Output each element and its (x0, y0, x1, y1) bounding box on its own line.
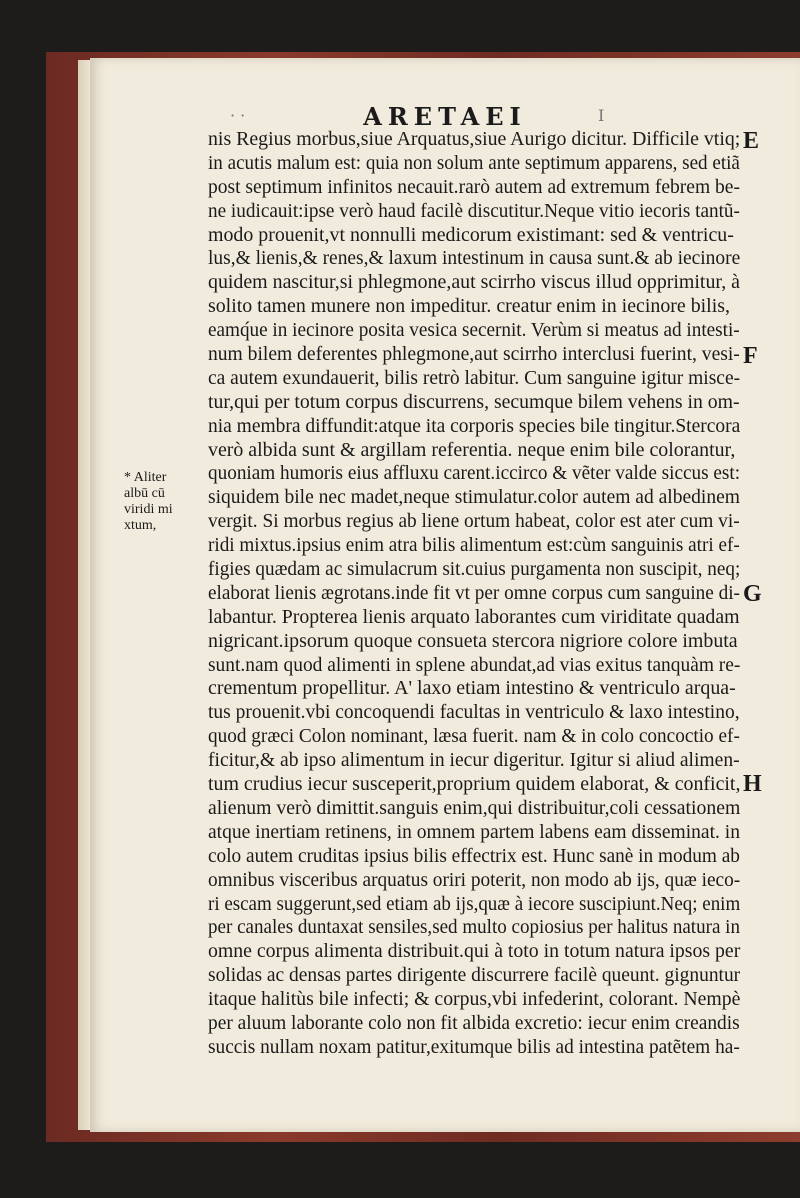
signature-mark-g: G (743, 581, 762, 607)
signature-mark-h: H (743, 771, 762, 797)
text-line: siquidem bile nec madet,neque stimulatur.color autem ad albedinem (208, 486, 740, 509)
text-line: nis Regius morbus,siue Arquatus,siue Aurigo dicitur. Difficile vtiq; (208, 128, 741, 150)
running-header: ARETAEI (363, 102, 527, 131)
text-line: labantur. Propterea lienis arquato laborantes cum viriditate quadam (208, 605, 740, 628)
header-ornament-left: · · (230, 106, 246, 125)
text-line: tum crudius iecur susceperit,proprium quidem elaborat, & conficit, (208, 773, 741, 796)
text-line: modo prouenit,vt nonnulli medicorum existimant: sed & ventricu- (208, 223, 734, 246)
text-line: per canales duntaxat sensiles,sed multo copiosius per halitus natura in (208, 916, 740, 939)
signature-mark-f: F (743, 343, 758, 369)
text-line: per aluum laborante colo non fit albida excretio: iecur enim creandis (208, 1011, 740, 1034)
text-line: nia membra diffundit:atque ita corporis species bile tingitur.Stercora (208, 414, 741, 437)
margin-note-line: xtum, (124, 518, 157, 533)
text-line: omnibus visceribus arquatus oriri poterit, non modo ab ijs, quæ ieco- (208, 868, 741, 891)
text-line: ridi mixtus.ipsius enim atra bilis alimentum est:cùm sanguinis atri ef- (208, 534, 740, 557)
text-line: itaque halitùs bile infecti; & corpus,vbi infederint, colorant. Nempè (208, 988, 741, 1011)
text-line: nigricant.ipsorum quoque consueta stercora nigriore colore imbuta (208, 629, 738, 652)
text-line: succis nullam noxam patitur,exitumque bilis ad intestina patẽtem ha- (208, 1035, 740, 1058)
text-line: lus,& lienis,& renes,& laxum intestinum in causa sunt.& ab iecinore (208, 247, 741, 270)
text-line: crementum propellitur. A' laxo etiam intestino & ventriculo arqua- (208, 677, 736, 700)
text-line: ficitur,& ab ipso alimentum in iecur digeritur. Igitur si aliud alimen- (208, 749, 740, 772)
text-line: elaborat lienis ægrotans.inde fit vt per omne corpus cum sanguine di- (208, 581, 740, 604)
margin-note-line: * Aliter (124, 470, 167, 485)
main-text-block (208, 128, 748, 1060)
text-line: omne corpus alimenta distribuit.qui à toto in totum natura ipsos per (208, 940, 741, 963)
text-line: quidem nascitur,si phlegmone,aut scirrho viscus illud opprimitur, à (208, 271, 740, 294)
text-line: solito tamen munere non impeditur. creatur enim in iecinore bilis, (208, 295, 730, 318)
margin-note-line: viridi mi (124, 502, 173, 517)
signature-mark-e: E (743, 128, 760, 154)
text-line: colo autem cruditas ipsius bilis effectrix est. Hunc sanè in modum ab (208, 844, 740, 867)
text-line: vergit. Si morbus regius ab liene ortum habeat, color est ater cum vi- (208, 510, 740, 533)
margin-note (124, 470, 208, 534)
text-line: eamq́ue in iecinore posita vesica secernit. Verùm si meatus ad intesti- (208, 319, 740, 342)
text-line: alienum verò dimittit.sanguis enim,qui distribuitur,coli cessationem (208, 796, 741, 819)
text-line: verò albida sunt & argillam referentia. neque enim bile colorantur, (208, 438, 736, 461)
text-line: tur,qui per totum corpus discurrens, secumque bilem vehens in om- (208, 390, 740, 413)
text-line: solidas ac densas partes dirigente discurrere facilè queunt. gignuntur (208, 964, 741, 987)
text-line: ne iudicauit:ipse verò haud facilè discutitur.Neque vitio iecoris tantũ- (208, 199, 740, 222)
text-line: quoniam humoris eius affluxu carent.iccirco & vẽter valde siccus est: (208, 462, 741, 485)
text-line: ri escam suggerunt,sed etiam ab ijs,quæ à iecore suscipiunt.Neq; enim (208, 892, 741, 915)
text-line: sunt.nam quod alimenti in splene abundat,ad vias exitus tanquàm re- (208, 653, 741, 676)
text-line: post septimum infinitos necauit.rarò autem ad extremum febrem be- (208, 175, 740, 198)
text-line: quod græci Colon nominant, læsa fuerit. nam & in colo concoctio ef- (208, 725, 740, 748)
text-line: figies quædam ac simulacrum sit.cuius purgamenta non suscipit, neq; (208, 558, 741, 581)
header-ornament-right: I (598, 106, 605, 125)
text-line: ca autem exundauerit, bilis retrò labitur. Cum sanguine igitur misce- (208, 366, 741, 389)
text-line: atque inertiam retinens, in omnem partem labens eam disseminat. in (208, 820, 740, 843)
text-line: num bilem deferentes phlegmone,aut scirrho interclusi fuerint, vesi- (208, 343, 740, 366)
text-line: in acutis malum est: quia non solum ante septimum apparens, sed etiã (208, 151, 740, 174)
text-line: tus prouenit.vbi concoquendi facultas in ventriculo & laxo intestino, (208, 701, 740, 724)
margin-note-line: albū cū (124, 486, 165, 501)
